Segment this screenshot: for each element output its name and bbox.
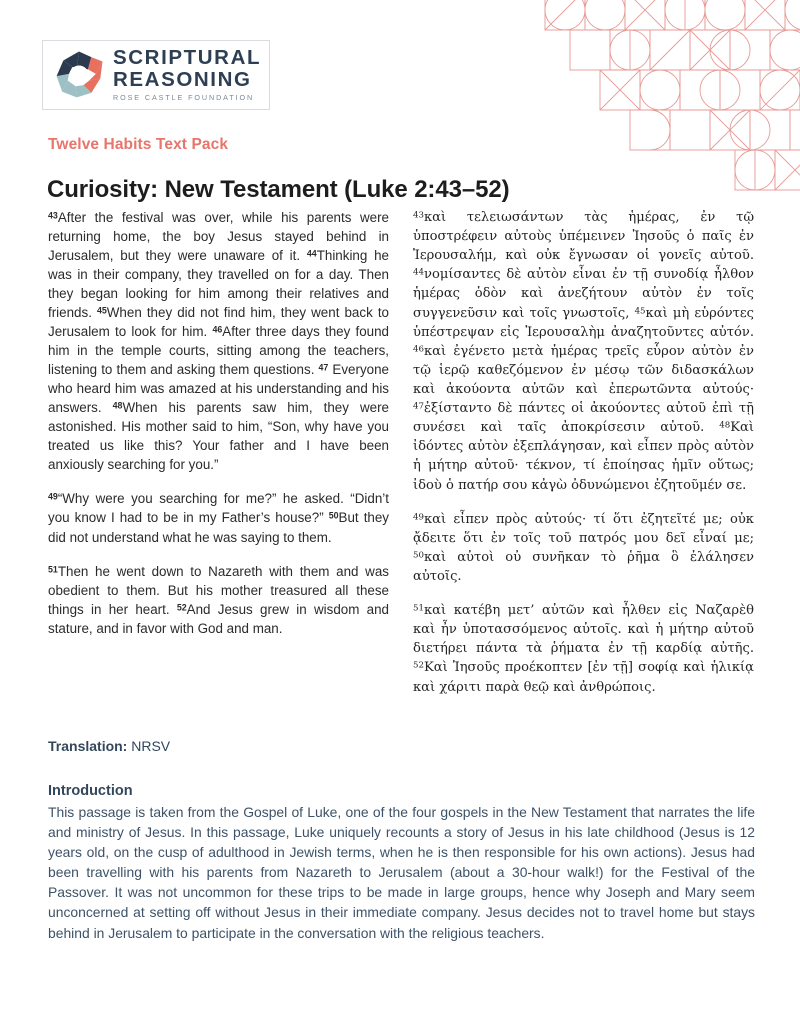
verse-number: 49 <box>413 512 424 523</box>
verse-number: 48 <box>112 400 123 411</box>
verse-number: 44 <box>413 267 424 278</box>
verse-number: 47 <box>413 401 424 412</box>
translation-value: NRSV <box>127 738 171 754</box>
eight-point-star-rosette-icon <box>51 47 107 103</box>
verse-number: 52 <box>413 660 424 671</box>
english-text-column <box>48 208 389 697</box>
verse-number: 52 <box>176 601 187 612</box>
brand-name-line-2: REASONING <box>113 67 252 91</box>
verse-number: 45 <box>96 305 107 316</box>
brand-logo-block <box>42 40 270 110</box>
scripture-paragraph: $^{43}$After the festival was over, while his parents were returning home, the boy Jesus stayed behind in Jerusalem, but they were unaware of it. $^{44}$Thinking he was in their company, they travelled on for a day. Then they began looking for him among their relatives and friends. $^{45}$When they did not find him, they went back to Jerusalem to look for him. $^{46}$After three days they found him in the temple courts, sitting among the teachers, listening to them and asking them questions. $^{47}$ Everyone who heard him was amazed at his understanding and his answers. $^{48}$When his parents saw him, they were astonished. His mother said to him, “Son, why have you treated us like this? Your father and I have been anxiously searching for you.” <box>48 210 389 473</box>
pack-kicker: Twelve Habits Text Pack <box>48 136 229 153</box>
scripture-paragraph: $^{51}$Then he went down to Nazareth with them and was obedient to them. But his mother treasured all these things in her heart. $^{52}$And Jesus grew in wisdom and stature, and in favor with God and man. <box>48 563 389 636</box>
introduction-body: This passage is taken from the Gospel of Luke, one of the four gospels in the New Testament that narrates the life and ministry of Jesus. In this passage, Luke uniquely recounts a story of Jesus in his late childhood (Jesus is 12 years old, on the cusp of adulthood in Jewish terms, when he is then responsible for his own actions). Jesus had been travelling with his parents from Nazareth to Jerusalem (about a 30-hour walk!) for the Festival of the Passover. It was not uncommon for these trips to be made in large groups, hence why Joseph and Mary seem unconcerned at setting off without Jesus in their immediate company. Jesus decides not to travel home but stays behind in Jerusalem to participate in the conversation with the religious teachers. <box>48 804 755 941</box>
verse-number: 43 <box>413 210 424 221</box>
verse-number: 46 <box>413 344 424 355</box>
verse-number: 47 <box>318 362 329 373</box>
scripture-paragraph: $^{49}$καὶ εἶπεν πρὸς αὐτούς· τί ὅτι ἐζητεῖτέ με; οὐκ ᾄδειτε ὅτι ἐν τοῖς τοῦ πατρός μου δεῖ εἶναί με; $^{50}$καὶ αὐτοὶ οὐ συνῆκαν τὸ ῥῆμα ὃ ἐλάλησεν αὐτοῖς. <box>413 511 754 584</box>
translation-label: Translation: <box>48 738 128 754</box>
verse-number: 51 <box>413 603 424 614</box>
scripture-paragraph: $^{49}$“Why were you searching for me?” he asked. “Didn’t you know I had to be in my Father’s house?” $^{50}$But they did not understand what he was saying to them. <box>48 491 390 545</box>
introduction-heading: Introduction <box>48 783 133 799</box>
verse-number: 49 <box>48 491 58 502</box>
brand-wordmark <box>113 48 261 101</box>
page-title: Curiosity: New Testament (Luke 2:43–52) <box>47 176 510 204</box>
scripture-columns <box>48 208 754 697</box>
scripture-paragraph: $^{51}$καὶ κατέβη μετ’ αὐτῶν καὶ ἦλθεν εἰς Ναζαρὲθ καὶ ἦν ὑποτασσόμενος αὐτοῖς. καὶ ἡ μήτηρ αὐτοῦ διετήρει πάντα τὰ ῥήματα ἐν τῇ καρδίᾳ αὐτῆς. $^{52}$Καὶ Ἰησοῦς προέκοπτεν [ἐν τῇ] σοφίᾳ καὶ ἡλικίᾳ καὶ χάριτι παρὰ θεῷ καὶ ἀνθρώποις. <box>413 603 754 695</box>
translation-line <box>48 738 170 754</box>
greek-text-column <box>413 208 754 697</box>
verse-number: 51 <box>48 563 58 574</box>
verse-number: 44 <box>306 248 317 259</box>
brand-name-line-1: SCRIPTURAL <box>113 46 262 70</box>
brand-tagline: ROSE CASTLE FOUNDATION <box>113 93 255 103</box>
verse-number: 48 <box>719 420 731 431</box>
decorative-corner-pattern <box>530 0 800 200</box>
verse-number: 45 <box>634 305 646 316</box>
verse-number: 50 <box>413 550 424 561</box>
verse-number: 43 <box>48 210 58 221</box>
verse-number: 46 <box>212 324 223 335</box>
scripture-paragraph: $^{43}$καὶ τελειωσάντων τὰς ἡμέρας, ἐν τῷ ὑποστρέφειν αὐτοὺς ὑπέμεινεν Ἰησοῦς ὁ παῖς ἐν Ἰερουσαλήμ, καὶ οὐκ ἔγνωσαν οἱ γονεῖς αὐτοῦ. $^{44}$νομίσαντες δὲ αὐτὸν εἶναι ἐν τῇ συνοδίᾳ ἦλθον ἡμέρας ὁδὸν καὶ ἀνεζήτουν αὐτὸν ἐν τοῖς συγγενεῦσιν καὶ τοῖς γνωστοῖς, $^{45}$καὶ μὴ εὑρόντες ὑπέστρεψαν εἰς Ἰερουσαλὴμ ἀναζητοῦντες αὐτόν. $^{46}$καὶ ἐγένετο μετὰ ἡμέρας τρεῖς εὗρον αὐτὸν ἐν τῷ ἱερῷ καθεζόμενον ἐν μέσῳ τῶν διδασκάλων καὶ ἀκούοντα αὐτῶν καὶ ἐπερωτῶντα αὐτούς· $^{47}$ἐξίσταντο δὲ πάντες οἱ ἀκούοντες αὐτοῦ ἐπὶ τῇ συνέσει καὶ ταῖς ἀποκρίσεσιν αὐτοῦ. $^{48}$Καὶ ἰδόντες αὐτὸν ἐξεπλάγησαν, καὶ εἶπεν πρὸς αὐτὸν ἡ μήτηρ αὐτοῦ· τέκνον, τί ἐποίησας ἡμῖν οὕτως; ἰδοὺ ὁ πατήρ σου κἀγὼ ὀδυνώμενοι ἐζητοῦμέν σε. <box>413 210 754 493</box>
verse-number: 50 <box>328 510 339 521</box>
